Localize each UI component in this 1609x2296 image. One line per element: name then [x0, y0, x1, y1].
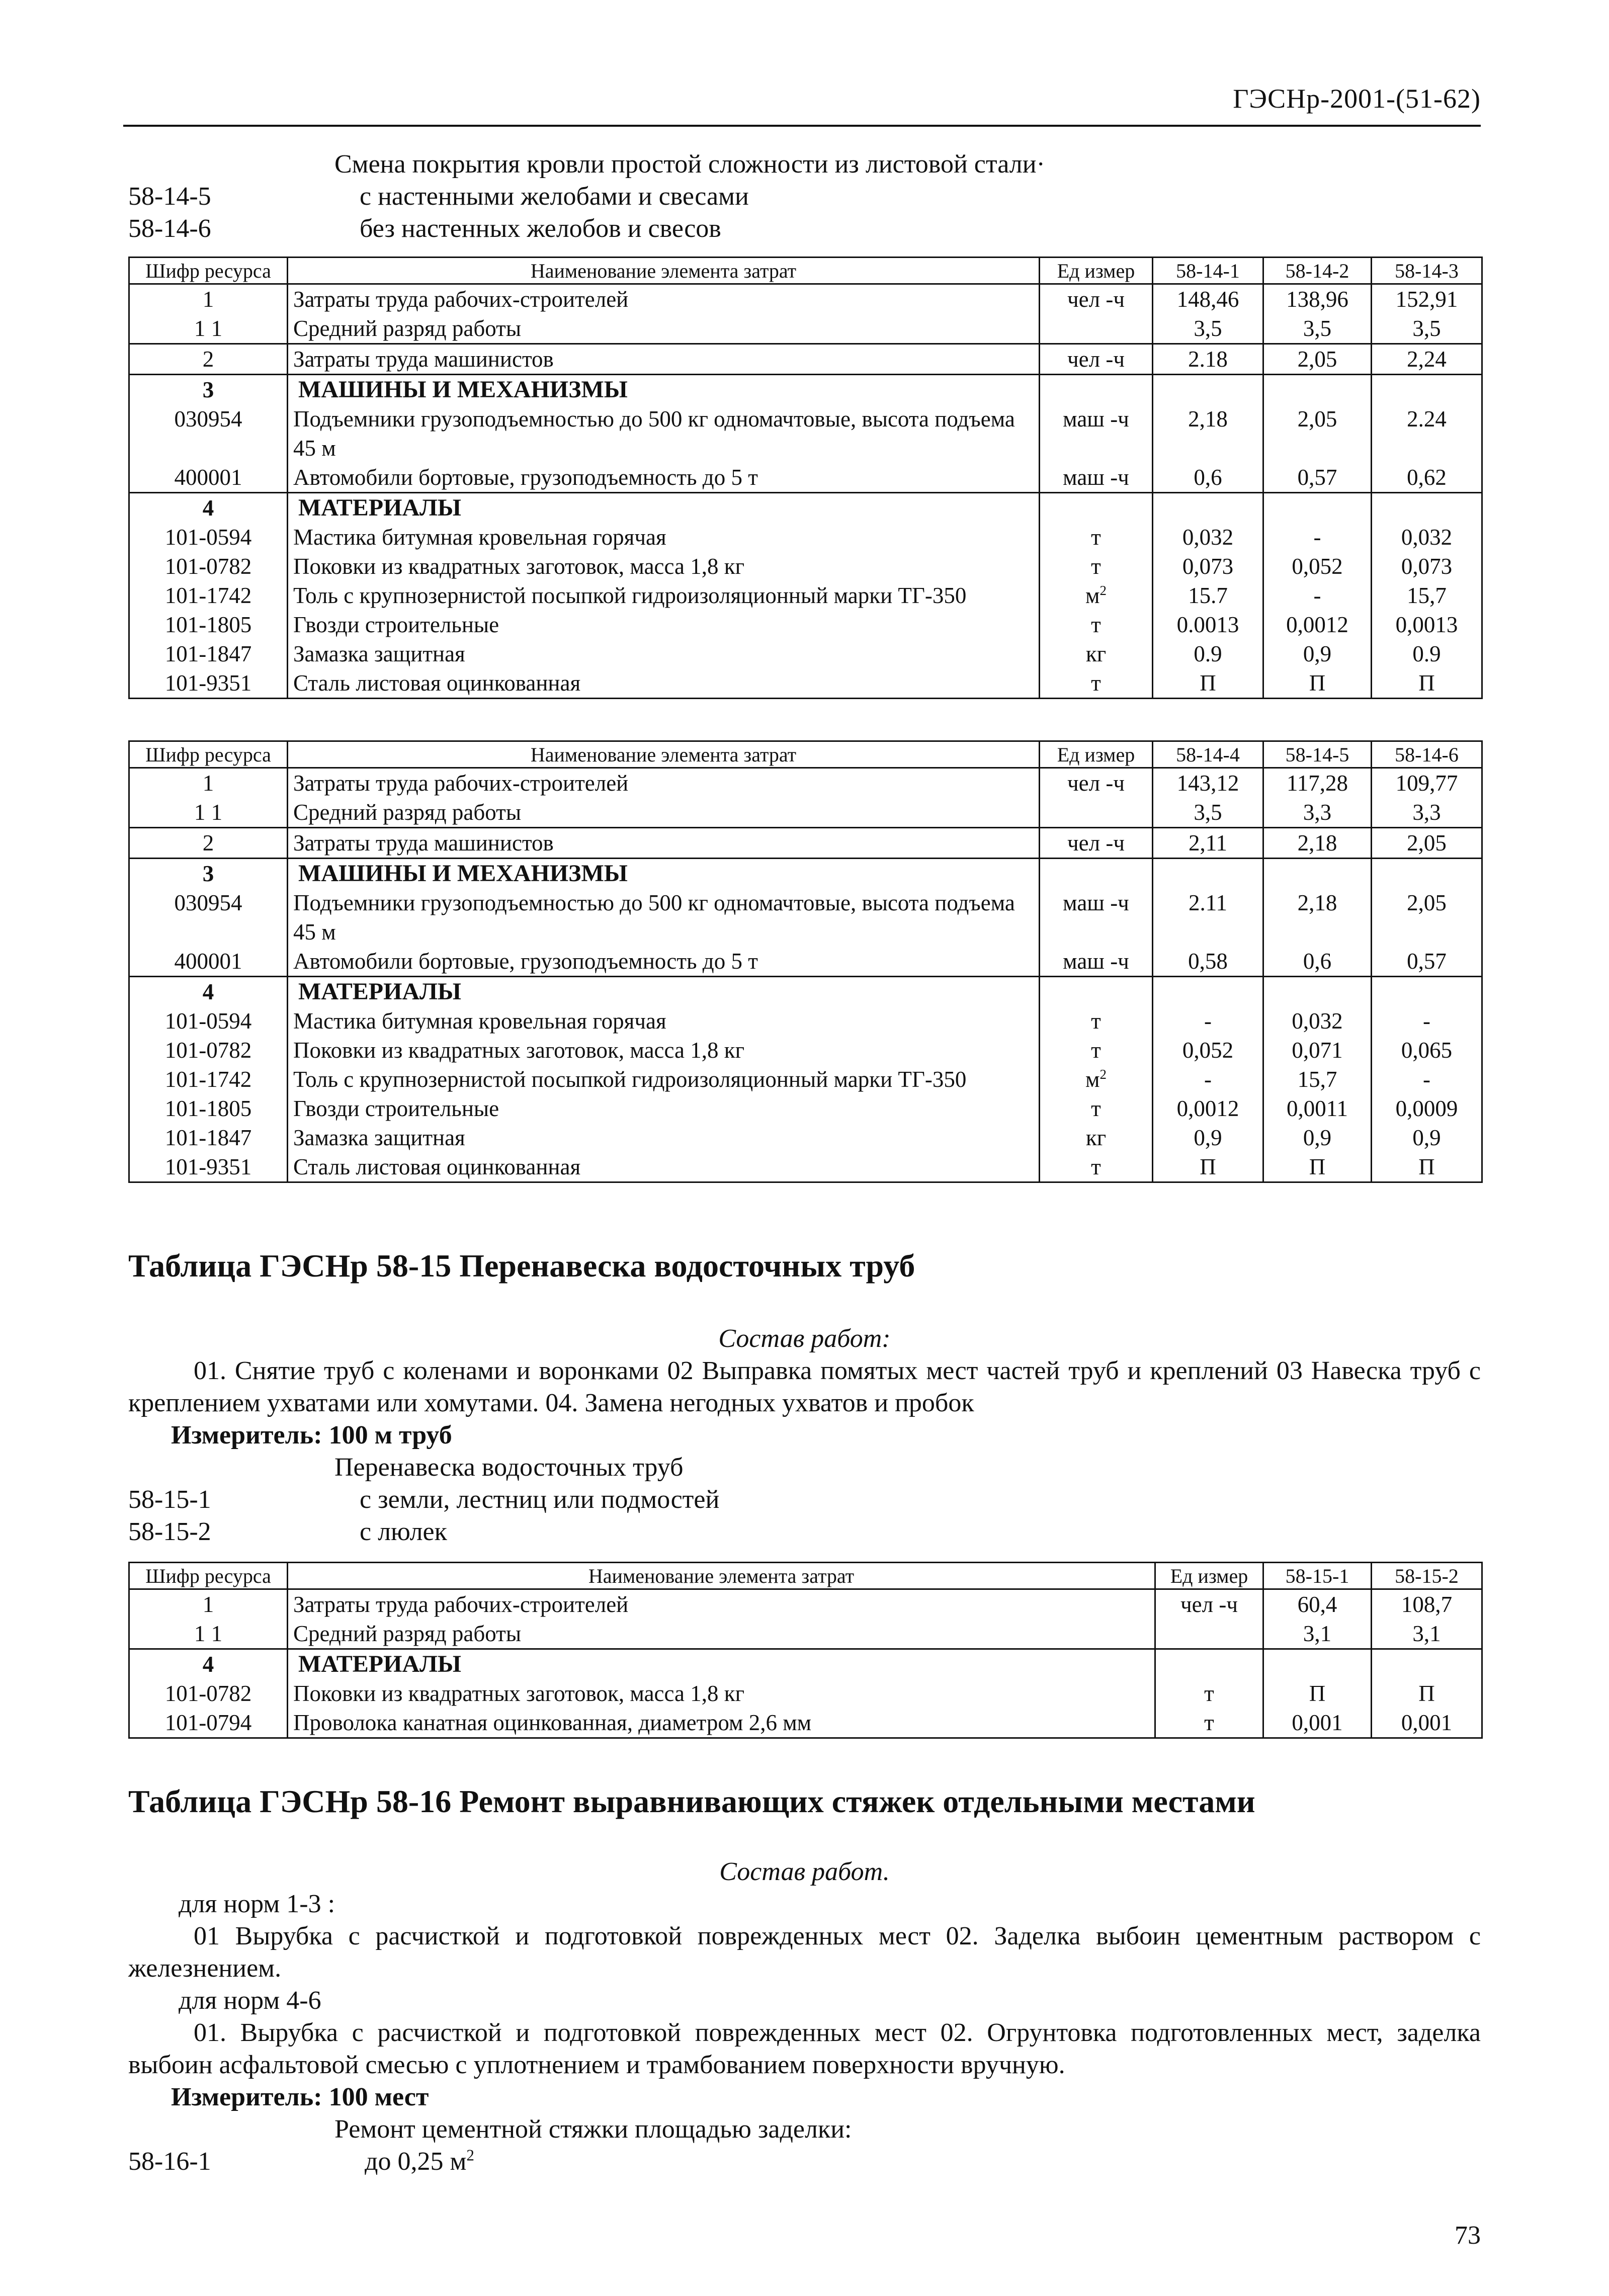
- section-16-item: [128, 2146, 1481, 2178]
- cell-name: Затраты труда рабочих-строителей: [288, 768, 1040, 798]
- cell-value: 0,0013: [1372, 610, 1482, 639]
- cell-name: Поковки из квадратных заготовок, масса 1,8 кг: [288, 1036, 1040, 1065]
- cell-name: МАШИНЫ И МЕХАНИЗМЫ: [288, 859, 1040, 889]
- cell-value: [1153, 859, 1263, 889]
- top-block-item: [128, 213, 1481, 245]
- cell-value: [1153, 375, 1263, 405]
- cell-value: [1153, 977, 1263, 1007]
- cell-value: [1372, 375, 1482, 405]
- table-row: [129, 1094, 1482, 1123]
- table-row: [129, 1708, 1482, 1738]
- resource-table-3: [128, 1562, 1481, 1739]
- cell-value: 3,3: [1372, 798, 1482, 828]
- cell-name: Затраты труда машинистов: [288, 828, 1040, 859]
- cell-value: 0,052: [1153, 1036, 1263, 1065]
- cell-name: Подъемники грузоподъемностью до 500 кг одномачтовые, высота подъема 45 м: [288, 888, 1040, 947]
- cell-code: 101-0794: [129, 1708, 288, 1738]
- table-row: [129, 859, 1482, 889]
- cell-unit: [1155, 1589, 1263, 1620]
- cell-value: 117,28: [1263, 768, 1372, 798]
- cell-unit-text: т: [1091, 1008, 1101, 1034]
- cell-name: Затраты труда рабочих-строителей: [288, 284, 1040, 314]
- cell-value: 2.11: [1153, 888, 1263, 947]
- cell-name: Толь с крупнозернистой посыпкой гидроизоляционный марки ТГ-350: [288, 581, 1040, 610]
- table-row: [129, 463, 1482, 493]
- cell-code: 101-0594: [129, 1006, 288, 1036]
- cell-name: Сталь листовая оцинкованная: [288, 668, 1040, 699]
- item-text: с земли, лестниц или подмостей: [360, 1485, 720, 1514]
- cell-unit: [1040, 828, 1153, 859]
- table-row: [129, 947, 1482, 977]
- cell-value: 0,0009: [1372, 1094, 1482, 1123]
- section-15-item: [128, 1516, 1481, 1548]
- resource-table: [128, 1562, 1483, 1739]
- section-15-subtitle: Перенавеска водосточных труб: [334, 1453, 684, 1482]
- cell-unit-text: чел -ч: [1067, 347, 1125, 372]
- cell-name: Замазка защитная: [288, 1123, 1040, 1152]
- top-block: [128, 148, 1481, 245]
- cell-value: [1263, 375, 1372, 405]
- col-header-code: Шифр ресурса: [129, 1563, 288, 1589]
- cell-code: 101-9351: [129, 1152, 288, 1182]
- table-row: [129, 375, 1482, 405]
- cell-name: Автомобили бортовые, грузоподъемность до 5 т: [288, 947, 1040, 977]
- cell-unit: [1040, 1065, 1153, 1094]
- cell-value: 2,18: [1263, 828, 1372, 859]
- col-header-unit: Ед измер: [1040, 741, 1153, 768]
- cell-name: Затраты труда рабочих-строителей: [288, 1589, 1155, 1620]
- table-row: [129, 552, 1482, 581]
- cell-value: 2,18: [1263, 888, 1372, 947]
- cell-value: 3,5: [1153, 314, 1263, 344]
- cell-unit: [1040, 581, 1153, 610]
- cell-unit: [1040, 947, 1153, 977]
- cell-value: [1263, 1649, 1372, 1679]
- col-header-code: Шифр ресурса: [129, 741, 288, 768]
- cell-unit-text: маш -ч: [1063, 890, 1129, 915]
- cell-unit: [1040, 314, 1153, 344]
- cell-value: 0,57: [1372, 947, 1482, 977]
- cell-value: 3,5: [1372, 314, 1482, 344]
- cell-unit: [1040, 1006, 1153, 1036]
- cell-value: 0,9: [1153, 1123, 1263, 1152]
- cell-unit: [1040, 404, 1153, 463]
- cell-name: МАТЕРИАЛЫ: [288, 977, 1040, 1007]
- cell-value: П: [1372, 1679, 1482, 1708]
- cell-value: 3,3: [1263, 798, 1372, 828]
- item-code: 58-14-6: [128, 214, 211, 243]
- cell-value: 60,4: [1263, 1589, 1372, 1620]
- table-row: [129, 1123, 1482, 1152]
- cell-unit: [1040, 552, 1153, 581]
- table-row: [129, 610, 1482, 639]
- item-text: [360, 2146, 474, 2178]
- cell-value: 0,073: [1153, 552, 1263, 581]
- item-text: с настенными желобами и свесами: [360, 182, 749, 211]
- cell-unit: [1040, 768, 1153, 798]
- composition-label: Состав работ.: [719, 1857, 890, 1886]
- cell-value: 2,18: [1153, 404, 1263, 463]
- cell-value: -: [1372, 1065, 1482, 1094]
- document-code-header: ГЭСНр-2001-(51-62): [1233, 83, 1481, 114]
- cell-code: 400001: [129, 947, 288, 977]
- section-15-block: [128, 1323, 1481, 1548]
- cell-unit: [1040, 639, 1153, 668]
- cell-unit-text: т: [1091, 612, 1101, 637]
- section-16-title: Таблица ГЭСНр 58-16 Ремонт выравнивающих стяжек отдельными местами: [128, 1783, 1255, 1819]
- cell-value: 0,032: [1263, 1006, 1372, 1036]
- cell-value: 2,05: [1372, 888, 1482, 947]
- cell-value: 0,9: [1263, 1123, 1372, 1152]
- cell-value: -: [1263, 523, 1372, 552]
- cell-value: -: [1263, 581, 1372, 610]
- cell-code: 101-1742: [129, 581, 288, 610]
- cell-unit: [1040, 859, 1153, 889]
- cell-name: Мастика битумная кровельная горячая: [288, 1006, 1040, 1036]
- cell-value: 143,12: [1153, 768, 1263, 798]
- cell-unit-text: м: [1085, 583, 1100, 608]
- cell-value: 0,001: [1263, 1708, 1372, 1738]
- cell-code: 4: [129, 977, 288, 1007]
- cell-value: -: [1153, 1006, 1263, 1036]
- cell-code: 101-1742: [129, 1065, 288, 1094]
- col-header-unit: Ед измер: [1155, 1563, 1263, 1589]
- cell-code: 1: [129, 284, 288, 314]
- section-15-title: Таблица ГЭСНр 58-15 Перенавеска водосточных труб: [128, 1248, 915, 1284]
- cell-unit-text: маш -ч: [1063, 949, 1129, 974]
- col-header-norm: 58-15-1: [1263, 1563, 1372, 1589]
- cell-name: Толь с крупнозернистой посыпкой гидроизоляционный марки ТГ-350: [288, 1065, 1040, 1094]
- cell-value: 2,11: [1153, 828, 1263, 859]
- composition-label: Состав работ:: [718, 1324, 891, 1353]
- cell-value: 0,9: [1372, 1123, 1482, 1152]
- cell-code: 101-0782: [129, 552, 288, 581]
- cell-value: 0,6: [1263, 947, 1372, 977]
- cell-value: 2,24: [1372, 344, 1482, 375]
- table-row: [129, 1065, 1482, 1094]
- cell-name: Средний разряд работы: [288, 314, 1040, 344]
- cell-value: 3,1: [1263, 1619, 1372, 1649]
- cell-unit-text: кг: [1085, 641, 1107, 666]
- table-row: [129, 1589, 1482, 1620]
- col-header-norm: 58-14-3: [1372, 258, 1482, 284]
- item-superscript: 2: [466, 2146, 474, 2164]
- section-15-item: [128, 1484, 1481, 1516]
- cell-code: 030954: [129, 404, 288, 463]
- cell-unit-text: т: [1091, 1096, 1101, 1121]
- cell-value: 3,1: [1372, 1619, 1482, 1649]
- col-header-norm: 58-14-5: [1263, 741, 1372, 768]
- cell-unit: [1040, 1094, 1153, 1123]
- cell-unit-text: чел -ч: [1067, 830, 1125, 856]
- cell-unit: [1155, 1649, 1263, 1679]
- table-row: [129, 344, 1482, 375]
- cell-value: -: [1372, 1006, 1482, 1036]
- cell-code: 101-1805: [129, 1094, 288, 1123]
- cell-value: 3,5: [1153, 798, 1263, 828]
- cell-code: 1 1: [129, 798, 288, 828]
- cell-code: 101-9351: [129, 668, 288, 699]
- cell-code: 2: [129, 828, 288, 859]
- cell-value: 0.9: [1153, 639, 1263, 668]
- cell-unit-text: т: [1091, 1038, 1101, 1063]
- cell-value: [1263, 859, 1372, 889]
- table-row: [129, 1679, 1482, 1708]
- cell-unit-text: т: [1204, 1681, 1214, 1706]
- cell-value: П: [1263, 1152, 1372, 1182]
- table-row: [129, 888, 1482, 947]
- cell-value: 0,052: [1263, 552, 1372, 581]
- cell-code: 2: [129, 344, 288, 375]
- cell-code: 4: [129, 1649, 288, 1679]
- cell-code: 101-0782: [129, 1679, 288, 1708]
- col-header-code: Шифр ресурса: [129, 258, 288, 284]
- col-header-norm: 58-14-2: [1263, 258, 1372, 284]
- table-row: [129, 581, 1482, 610]
- col-header-norm: 58-14-4: [1153, 741, 1263, 768]
- col-header-name: Наименование элемента затрат: [288, 258, 1040, 284]
- cell-unit-superscript: 2: [1099, 1067, 1107, 1082]
- cell-unit: [1040, 284, 1153, 314]
- cell-value: 0,9: [1263, 639, 1372, 668]
- cell-unit-text: чел -ч: [1067, 287, 1125, 312]
- cell-unit-text: маш -ч: [1063, 406, 1129, 432]
- cell-name: Гвозди строительные: [288, 1094, 1040, 1123]
- cell-value: 0,6: [1153, 463, 1263, 493]
- cell-value: 3,5: [1263, 314, 1372, 344]
- cell-unit: [1040, 344, 1153, 375]
- measure-unit: Измеритель: 100 м труб: [171, 1421, 452, 1450]
- cell-value: 0,0012: [1153, 1094, 1263, 1123]
- col-header-norm: 58-15-2: [1372, 1563, 1482, 1589]
- cell-value: 0,065: [1372, 1036, 1482, 1065]
- cell-name: Гвозди строительные: [288, 610, 1040, 639]
- item-code: 58-15-1: [128, 1485, 211, 1514]
- table-row: [129, 639, 1482, 668]
- cell-value: 0,0011: [1263, 1094, 1372, 1123]
- col-header-name: Наименование элемента затрат: [288, 1563, 1155, 1589]
- cell-value: 0,62: [1372, 463, 1482, 493]
- table-row: [129, 1152, 1482, 1182]
- table-row: [129, 1006, 1482, 1036]
- cell-name: МАТЕРИАЛЫ: [288, 493, 1040, 523]
- table-row: [129, 493, 1482, 523]
- cell-value: П: [1153, 668, 1263, 699]
- cell-value: 138,96: [1263, 284, 1372, 314]
- item-text: с люлек: [360, 1517, 447, 1546]
- page-number: 73: [1455, 2221, 1481, 2250]
- cell-code: 030954: [129, 888, 288, 947]
- item-code: 58-15-2: [128, 1517, 211, 1546]
- cell-value: 0,032: [1372, 523, 1482, 552]
- cell-unit-text: т: [1204, 1710, 1214, 1735]
- cell-value: 0,58: [1153, 947, 1263, 977]
- cell-code: 3: [129, 859, 288, 889]
- measure-unit: Измеритель: 100 мест: [171, 2083, 429, 2111]
- cell-code: 101-0782: [129, 1036, 288, 1065]
- cell-unit-text: т: [1091, 525, 1101, 550]
- resource-table: [128, 257, 1483, 699]
- cell-code: 1: [129, 1589, 288, 1620]
- cell-unit-text: м: [1085, 1067, 1100, 1092]
- cell-code: 101-1805: [129, 610, 288, 639]
- cell-code: 101-1847: [129, 1123, 288, 1152]
- cell-code: 1 1: [129, 1619, 288, 1649]
- cell-value: 109,77: [1372, 768, 1482, 798]
- cell-value: П: [1153, 1152, 1263, 1182]
- cell-code: 4: [129, 493, 288, 523]
- cell-unit: [1155, 1619, 1263, 1649]
- cell-value: 0,032: [1153, 523, 1263, 552]
- col-header-norm: 58-14-1: [1153, 258, 1263, 284]
- cell-value: 108,7: [1372, 1589, 1482, 1620]
- item-text: без настенных желобов и свесов: [360, 214, 721, 243]
- section-16-block: [128, 1856, 1481, 2178]
- cell-unit-text: т: [1091, 1154, 1101, 1179]
- cell-name: МАШИНЫ И МЕХАНИЗМЫ: [288, 375, 1040, 405]
- norms-label: для норм 1-3 :: [179, 1890, 335, 1918]
- cell-unit: [1040, 888, 1153, 947]
- col-header-norm: 58-14-6: [1372, 741, 1482, 768]
- item-text-main: до 0,25 м: [365, 2147, 467, 2176]
- table-row: [129, 523, 1482, 552]
- table-row: [129, 1036, 1482, 1065]
- composition-text: 01. Снятие труб с коленами и воронками 02 Выправка помятых мест частей труб и креплений 03 Навеска труб с креплением ухватами или хомутами. 04. Замена негодных ухватов и пробок: [128, 1356, 1481, 1417]
- cell-value: 2,05: [1263, 344, 1372, 375]
- cell-value: [1372, 493, 1482, 523]
- cell-value: 0,57: [1263, 463, 1372, 493]
- cell-unit: [1040, 977, 1153, 1007]
- table-row: [129, 828, 1482, 859]
- cell-value: [1372, 977, 1482, 1007]
- cell-name: Мастика битумная кровельная горячая: [288, 523, 1040, 552]
- cell-value: 0,071: [1263, 1036, 1372, 1065]
- cell-unit: [1155, 1708, 1263, 1738]
- cell-name: Замазка защитная: [288, 639, 1040, 668]
- cell-unit: [1155, 1679, 1263, 1708]
- cell-name: Затраты труда машинистов: [288, 344, 1040, 375]
- header-rule: [123, 125, 1481, 127]
- norms-label: для норм 4-6: [179, 1986, 321, 2015]
- cell-unit: [1040, 1036, 1153, 1065]
- cell-value: 2,05: [1263, 404, 1372, 463]
- cell-name: Подъемники грузоподъемностью до 500 кг одномачтовые, высота подъема 45 м: [288, 404, 1040, 463]
- cell-name: Проволока канатная оцинкованная, диаметром 2,6 мм: [288, 1708, 1155, 1738]
- cell-value: [1263, 493, 1372, 523]
- cell-value: 152,91: [1372, 284, 1482, 314]
- cell-unit-text: чел -ч: [1067, 771, 1125, 796]
- cell-unit: [1040, 610, 1153, 639]
- cell-unit-text: т: [1091, 554, 1101, 579]
- table-row: [129, 1649, 1482, 1679]
- cell-code: 400001: [129, 463, 288, 493]
- cell-code: 101-0594: [129, 523, 288, 552]
- cell-unit: [1040, 463, 1153, 493]
- table-row: [129, 668, 1482, 699]
- cell-name: Автомобили бортовые, грузоподъемность до 5 т: [288, 463, 1040, 493]
- cell-unit: [1040, 798, 1153, 828]
- cell-value: 15,7: [1263, 1065, 1372, 1094]
- item-code: 58-16-1: [128, 2147, 211, 2176]
- cell-value: [1153, 493, 1263, 523]
- col-header-unit: Ед измер: [1040, 258, 1153, 284]
- cell-code: 1 1: [129, 314, 288, 344]
- cell-value: 0,0012: [1263, 610, 1372, 639]
- cell-unit: [1040, 1123, 1153, 1152]
- cell-unit-superscript: 2: [1099, 583, 1107, 598]
- cell-value: -: [1153, 1065, 1263, 1094]
- resource-table-1: [128, 257, 1481, 699]
- table-row: [129, 798, 1482, 828]
- resource-table-2: [128, 740, 1481, 1183]
- cell-value: [1372, 1649, 1482, 1679]
- cell-value: П: [1263, 1679, 1372, 1708]
- cell-value: 2,05: [1372, 828, 1482, 859]
- cell-value: 15.7: [1153, 581, 1263, 610]
- cell-value: 0,073: [1372, 552, 1482, 581]
- cell-value: 2.24: [1372, 404, 1482, 463]
- cell-value: 15,7: [1372, 581, 1482, 610]
- cell-name: Поковки из квадратных заготовок, масса 1,8 кг: [288, 1679, 1155, 1708]
- table-row: [129, 314, 1482, 344]
- table-row: [129, 1619, 1482, 1649]
- table-row: [129, 768, 1482, 798]
- cell-unit-text: т: [1091, 670, 1101, 696]
- cell-unit-text: маш -ч: [1063, 465, 1129, 490]
- cell-value: П: [1372, 668, 1482, 699]
- section-16-subtitle: Ремонт цементной стяжки площадью заделки:: [334, 2115, 852, 2144]
- cell-name: МАТЕРИАЛЫ: [288, 1649, 1155, 1679]
- cell-name: Поковки из квадратных заготовок, масса 1,8 кг: [288, 552, 1040, 581]
- cell-name: Сталь листовая оцинкованная: [288, 1152, 1040, 1182]
- cell-unit-text: кг: [1085, 1125, 1107, 1150]
- norms-text: 01 Вырубка с расчисткой и подготовкой поврежденных мест 02. Заделка выбоин цементным раствором с железнением.: [128, 1922, 1481, 1983]
- cell-value: [1372, 859, 1482, 889]
- resource-table: [128, 740, 1483, 1183]
- item-code: 58-14-5: [128, 182, 211, 211]
- cell-unit: [1040, 375, 1153, 405]
- cell-unit: [1040, 523, 1153, 552]
- cell-name: Средний разряд работы: [288, 1619, 1155, 1649]
- cell-code: 101-1847: [129, 639, 288, 668]
- cell-name: Средний разряд работы: [288, 798, 1040, 828]
- cell-value: П: [1372, 1152, 1482, 1182]
- norms-text: 01. Вырубка с расчисткой и подготовкой поврежденных мест 02. Огрунтовка подготовленных мест, заделка выбоин асфальтовой смесью с уплотнением и трамбованием поверхности вручную.: [128, 2018, 1481, 2079]
- cell-code: 3: [129, 375, 288, 405]
- cell-unit: [1040, 668, 1153, 699]
- cell-unit: [1040, 1152, 1153, 1182]
- table-row: [129, 404, 1482, 463]
- cell-value: 2.18: [1153, 344, 1263, 375]
- table-row: [129, 284, 1482, 314]
- cell-value: 148,46: [1153, 284, 1263, 314]
- table-row: [129, 977, 1482, 1007]
- cell-value: 0,001: [1372, 1708, 1482, 1738]
- top-block-item: [128, 181, 1481, 213]
- top-block-title: Смена покрытия кровли простой сложности из листовой стали·: [334, 150, 1045, 179]
- cell-code: 1: [129, 768, 288, 798]
- cell-unit: [1040, 493, 1153, 523]
- col-header-name: Наименование элемента затрат: [288, 741, 1040, 768]
- cell-unit-text: чел -ч: [1180, 1592, 1238, 1617]
- cell-value: 0.0013: [1153, 610, 1263, 639]
- cell-value: 0.9: [1372, 639, 1482, 668]
- cell-value: [1263, 977, 1372, 1007]
- cell-value: П: [1263, 668, 1372, 699]
